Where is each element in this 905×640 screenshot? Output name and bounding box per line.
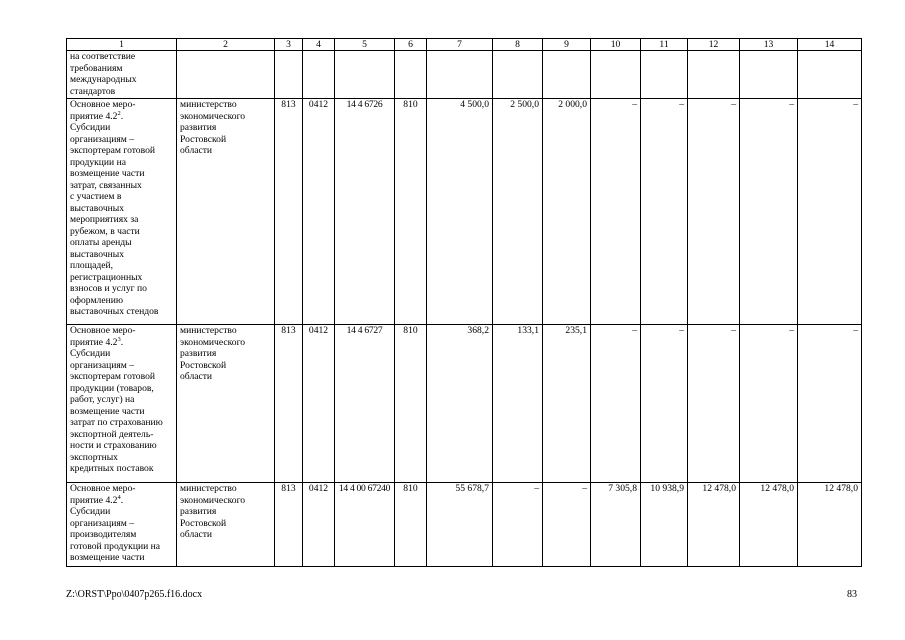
column-12-cell: – — [688, 99, 740, 325]
column-number: 11 — [641, 39, 688, 51]
column-number: 1 — [67, 39, 177, 51]
column-number: 12 — [688, 39, 740, 51]
measure-number: приятие 4.2 — [70, 336, 118, 348]
column-14-cell: – — [798, 99, 862, 325]
column-number: 2 — [177, 39, 275, 51]
measure-name-line: рубежом, в части — [70, 225, 140, 237]
measure-name-cell — [67, 99, 177, 325]
column-12-cell — [688, 51, 740, 99]
column-14-cell — [798, 51, 862, 99]
executor-line: экономического — [180, 110, 246, 122]
executor-line: министерство — [180, 483, 237, 494]
measure-number-line — [70, 495, 173, 507]
executor-line: Ростовской — [180, 517, 227, 529]
column-10-cell — [591, 51, 641, 99]
measure-name-line: экспортных — [70, 451, 118, 463]
measure-number-superscript: 3 — [117, 335, 121, 343]
column-4-cell: 0412 — [303, 483, 335, 567]
column-number: 6 — [395, 39, 427, 51]
column-11-cell: 10 938,9 — [641, 483, 688, 567]
column-4-cell — [303, 51, 335, 99]
column-number: 3 — [275, 39, 303, 51]
executor-cell — [177, 51, 275, 99]
measure-number: приятие 4.2 — [70, 494, 118, 506]
measure-name-line: организациям – — [70, 133, 135, 145]
column-5-cell: 14 4 6726 — [335, 99, 395, 325]
column-11-cell — [641, 51, 688, 99]
measure-number-line — [70, 111, 173, 123]
column-9-cell — [543, 51, 591, 99]
column-5-cell: 14 4 6727 — [335, 325, 395, 483]
budget-table — [66, 38, 862, 567]
measure-name-cell — [67, 51, 177, 99]
column-10-cell: – — [591, 99, 641, 325]
column-12-cell: – — [688, 325, 740, 483]
executor-line: министерство — [180, 99, 237, 110]
column-number: 9 — [543, 39, 591, 51]
executor-line: Ростовской — [180, 359, 227, 371]
executor-line: Ростовской — [180, 133, 227, 145]
measure-name-line: организациям – — [70, 359, 135, 371]
column-13-cell — [740, 51, 798, 99]
executor-cell — [177, 483, 275, 567]
measure-number-suffix: . — [120, 494, 124, 506]
measure-name-line: с участием в — [70, 191, 122, 202]
measure-name-line: оплаты аренды — [70, 237, 132, 248]
executor-line: министерство — [180, 325, 237, 336]
column-6-cell — [395, 51, 427, 99]
measure-name-line: Субсидии — [70, 506, 111, 517]
column-3-cell — [275, 51, 303, 99]
column-6-cell: 810 — [395, 99, 427, 325]
executor-line: экономического — [180, 494, 246, 506]
column-3-cell: 813 — [275, 99, 303, 325]
measure-name-line: международных — [70, 74, 137, 85]
table-row — [67, 99, 862, 325]
measure-number-superscript: 2 — [117, 109, 121, 117]
measure-name-line: затрат по страхованию — [70, 417, 163, 428]
measure-number-line — [70, 337, 173, 349]
measure-name-line: производителям — [70, 529, 137, 540]
executor-line: развития — [180, 122, 217, 133]
measure-name-line: на соответствие — [70, 51, 136, 62]
measure-name-line: Основное меро- — [70, 325, 136, 336]
executor-line: области — [180, 529, 213, 540]
column-6-cell: 810 — [395, 325, 427, 483]
column-number: 7 — [427, 39, 493, 51]
column-number: 13 — [740, 39, 798, 51]
column-14-cell: 12 478,0 — [798, 483, 862, 567]
column-7-cell: 55 678,7 — [427, 483, 493, 567]
executor-cell — [177, 99, 275, 325]
column-number: 5 — [335, 39, 395, 51]
document-path: Z:\ORST\Ppo\0407p265.f16.docx — [66, 589, 203, 600]
measure-name-line: возмещение части — [70, 552, 145, 563]
column-9-cell: 2 000,0 — [543, 99, 591, 325]
measure-name-line: требованиям — [70, 62, 123, 74]
column-number: 4 — [303, 39, 335, 51]
executor-line: области — [180, 371, 213, 382]
table-row — [67, 483, 862, 567]
measure-name-line: возмещение части — [70, 405, 145, 417]
executor-line: развития — [180, 506, 217, 517]
measure-name-line: экспортерам готовой — [70, 145, 155, 156]
measure-name-line: продукции (товаров, — [70, 382, 154, 394]
executor-line: экономического — [180, 336, 246, 348]
page-number: 83 — [847, 589, 857, 600]
column-12-cell: 12 478,0 — [688, 483, 740, 567]
measure-name-line: кредитных поставок — [70, 463, 154, 474]
column-number: 14 — [798, 39, 862, 51]
measure-name-line: затрат, связанных — [70, 179, 142, 191]
column-number: 8 — [493, 39, 543, 51]
measure-name-line: организациям – — [70, 517, 135, 529]
column-11-cell: – — [641, 99, 688, 325]
measure-name-line: экспортерам готовой — [70, 371, 155, 382]
column-7-cell — [427, 51, 493, 99]
column-13-cell: – — [740, 325, 798, 483]
measure-name-line: Основное меро- — [70, 483, 136, 494]
table-row — [67, 325, 862, 483]
measure-name-line: площадей, — [70, 260, 114, 271]
measure-name-line: взносов и услуг по — [70, 283, 147, 294]
measure-name-line: регистрационных — [70, 271, 143, 283]
executor-line: развития — [180, 348, 217, 359]
column-13-cell: – — [740, 99, 798, 325]
measure-name-line: Субсидии — [70, 122, 111, 133]
column-5-cell — [335, 51, 395, 99]
column-6-cell: 810 — [395, 483, 427, 567]
column-4-cell: 0412 — [303, 325, 335, 483]
measure-name-line: Основное меро- — [70, 99, 136, 110]
column-10-cell: 7 305,8 — [591, 483, 641, 567]
measure-name-line: мероприятиях за — [70, 214, 139, 225]
measure-name-line: готовой продукции на — [70, 540, 161, 552]
measure-name-line: работ, услуг) на — [70, 394, 135, 405]
column-7-cell: 4 500,0 — [427, 99, 493, 325]
column-number: 10 — [591, 39, 641, 51]
measure-name-line: оформлению — [70, 294, 124, 306]
column-10-cell: – — [591, 325, 641, 483]
column-8-cell: 2 500,0 — [493, 99, 543, 325]
column-14-cell: – — [798, 325, 862, 483]
column-13-cell: 12 478,0 — [740, 483, 798, 567]
measure-name-line: продукции на — [70, 156, 126, 168]
measure-number-suffix: . — [120, 336, 124, 348]
measure-name-cell — [67, 325, 177, 483]
measure-name-line: Субсидии — [70, 348, 111, 359]
measure-name-line: возмещение части — [70, 168, 145, 179]
column-8-cell — [493, 51, 543, 99]
measure-name-line: ности и страхованию — [70, 440, 157, 451]
executor-line: области — [180, 145, 213, 156]
column-9-cell: 235,1 — [543, 325, 591, 483]
measure-name-line: экспортной деятель- — [70, 428, 154, 440]
column-4-cell: 0412 — [303, 99, 335, 325]
measure-number-suffix: . — [120, 110, 124, 122]
measure-name-line: выставочных стендов — [70, 306, 159, 317]
measure-name-cell — [67, 483, 177, 567]
measure-name-line: стандартов — [70, 85, 116, 97]
measure-number: приятие 4.2 — [70, 110, 118, 122]
executor-cell — [177, 325, 275, 483]
column-9-cell: – — [543, 483, 591, 567]
column-7-cell: 368,2 — [427, 325, 493, 483]
measure-number-superscript: 4 — [117, 493, 121, 501]
column-8-cell: – — [493, 483, 543, 567]
column-3-cell: 813 — [275, 325, 303, 483]
measure-name-line: выставочных — [70, 248, 125, 260]
measure-name-line: выставочных — [70, 202, 125, 214]
column-5-cell: 14 4 00 67240 — [335, 483, 395, 567]
column-8-cell: 133,1 — [493, 325, 543, 483]
column-number-row — [67, 39, 862, 51]
column-3-cell: 813 — [275, 483, 303, 567]
table-row — [67, 51, 862, 99]
column-11-cell: – — [641, 325, 688, 483]
